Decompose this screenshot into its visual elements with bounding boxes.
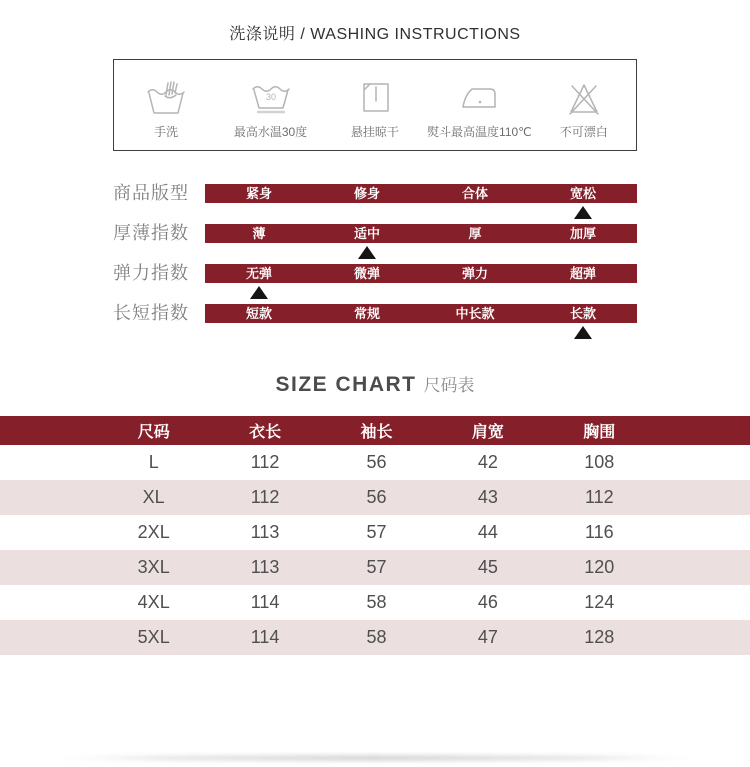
size-table-cell: 57 [366, 522, 387, 542]
selected-option-marker [574, 326, 592, 339]
washing-instructions-title: 洗涤说明 / WASHING INSTRUCTIONS [229, 26, 521, 43]
attribute-row-fit [113, 184, 637, 224]
washing-item-label: 悬挂晾干 [350, 124, 399, 139]
attribute-label: 厚薄指数 [113, 223, 189, 243]
attribute-option: 合体 [461, 186, 488, 201]
attribute-row-elasticity [113, 264, 637, 304]
size-table-header-cell: 肩宽 [471, 424, 504, 441]
size-table-cell: 47 [477, 627, 498, 647]
size-table-row [0, 515, 750, 550]
bottom-divider-shadow [53, 755, 698, 761]
max-temp-30-icon [248, 75, 294, 119]
size-table-cell: 42 [477, 452, 498, 472]
size-table-cell: 113 [250, 557, 280, 577]
attribute-option: 加厚 [569, 226, 596, 241]
size-table-cell: 58 [366, 627, 387, 647]
washing-item-hand-wash [114, 60, 218, 150]
size-table-row [0, 550, 750, 585]
size-table-cell: 108 [584, 452, 615, 472]
washing-item-label: 不可漂白 [559, 124, 608, 139]
attribute-option: 宽松 [569, 186, 596, 201]
selected-option-marker [574, 206, 592, 219]
attribute-option: 微弹 [353, 266, 380, 281]
washing-item-max-temp-30 [218, 60, 322, 150]
size-chart-title [0, 374, 750, 398]
hang-dry-icon [352, 75, 398, 119]
size-table-cell: 3XL [137, 557, 170, 577]
washing-item-label: 最高水温30度 [233, 124, 308, 139]
attribute-label: 长短指数 [113, 303, 189, 323]
attribute-option: 厚 [468, 226, 482, 241]
size-table-cell: 120 [584, 557, 615, 577]
size-table-row [0, 620, 750, 655]
attribute-row-length [113, 304, 637, 344]
attribute-bar [205, 184, 637, 203]
size-chart-title-en: SIZE CHART [275, 373, 417, 396]
washing-icons-panel [113, 59, 637, 151]
attribute-option: 常规 [353, 306, 380, 321]
attribute-row-thickness [113, 224, 637, 264]
size-table-cell: 5XL [137, 627, 170, 647]
selected-option-marker [358, 246, 376, 259]
size-table-cell: L [148, 452, 159, 472]
size-table-cell: 2XL [137, 522, 170, 542]
attribute-option: 修身 [353, 186, 380, 201]
size-table-cell: 112 [584, 487, 614, 507]
size-table-cell: 45 [477, 557, 498, 577]
size-table-cell: 114 [250, 592, 280, 612]
size-table-cell: 113 [250, 522, 280, 542]
no-bleach-icon [561, 75, 607, 119]
attribute-option: 中长款 [455, 306, 495, 321]
attribute-bar [205, 264, 637, 283]
size-table-cell: 4XL [137, 592, 170, 612]
hand-wash-icon [143, 75, 189, 119]
size-table-cell: 114 [250, 627, 280, 647]
attribute-option: 弹力 [461, 266, 488, 281]
attribute-bar [205, 224, 637, 243]
washing-item-iron-max-110 [427, 60, 532, 150]
size-chart-table [0, 416, 750, 655]
washing-item-label: 手洗 [154, 124, 179, 139]
size-table-cell: 43 [477, 487, 498, 507]
size-table-row [0, 585, 750, 620]
attribute-option: 长款 [569, 306, 596, 321]
svg-text:30: 30 [265, 91, 276, 102]
size-table-cell: XL [142, 487, 165, 507]
washing-item-hang-dry [323, 60, 427, 150]
size-chart-title-cn: 尺码表 [423, 376, 475, 395]
attribute-option: 无弹 [245, 266, 272, 281]
attribute-bar [205, 304, 637, 323]
attribute-option: 超弹 [569, 266, 596, 281]
size-table-cell: 58 [366, 592, 387, 612]
size-table-header-cell: 衣长 [249, 424, 282, 441]
size-table-cell: 57 [366, 557, 387, 577]
size-table-row [0, 445, 750, 480]
size-table-cell: 56 [366, 452, 387, 472]
selected-option-marker [250, 286, 268, 299]
attribute-option: 紧身 [245, 186, 272, 201]
size-table-header-cell: 袖长 [360, 424, 393, 441]
iron-max-110-icon [456, 75, 502, 119]
washing-item-no-bleach [532, 60, 636, 150]
size-table-header-cell: 尺码 [137, 424, 170, 441]
attribute-label: 弹力指数 [113, 263, 189, 283]
size-table-cell: 116 [584, 522, 614, 542]
attribute-index-section [113, 184, 637, 344]
attribute-option: 短款 [245, 306, 272, 321]
attribute-label: 商品版型 [113, 183, 189, 203]
washing-item-label: 熨斗最高温度110℃ [427, 124, 532, 139]
attribute-option: 薄 [252, 226, 266, 241]
size-table-cell: 56 [366, 487, 387, 507]
size-table-row [0, 480, 750, 515]
size-table-cell: 128 [584, 627, 615, 647]
size-table-cell: 44 [477, 522, 498, 542]
attribute-option: 适中 [353, 226, 380, 241]
size-table-header-row [0, 416, 750, 445]
size-table-cell: 124 [584, 592, 615, 612]
size-table-header-cell: 胸围 [583, 424, 616, 441]
size-table-cell: 112 [250, 487, 280, 507]
size-table-cell: 46 [477, 592, 498, 612]
size-table-cell: 112 [250, 452, 280, 472]
